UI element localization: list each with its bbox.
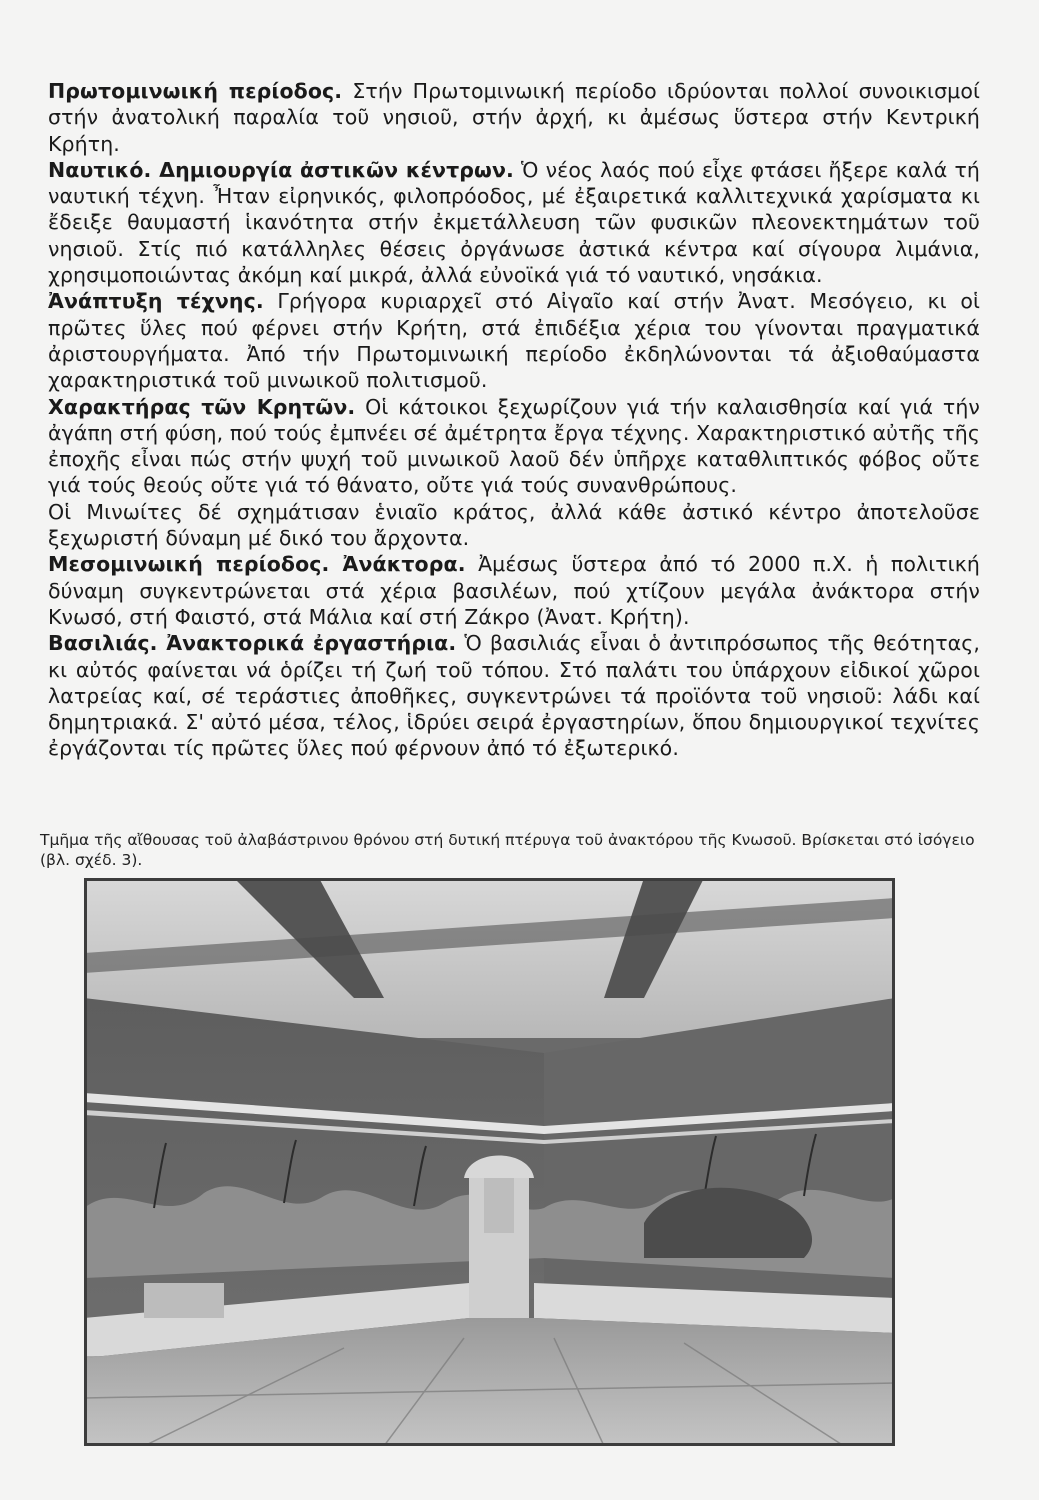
body-naval: Ὁ νέος λαός πού εἶχε φτάσει ἤξερε καλά τή ναυτική τέχνη. Ἦταν εἰρηνικός, φιλοπρόοδος, μέ ἐξαιρετικά καλλιτεχνικά χαρίσματα κι ἔδειξε θαυμαστή ἱκανότητα στήν ἐκμετάλλευση τῶν φυσικῶν πλεονεκτημάτων τοῦ νησιοῦ. Στίς πιό κατάλληλες θέσεις ὀργάνωσε ἀστικά κέντρα καί σίγουρα λιμάνια, χρησιμοποιώντας ἀκόμη καί μικρά, ἀλλά εὐνοϊκά γιά τό ναυτικό, νησάκια. <box>48 157 980 288</box>
paragraph-character <box>48 394 980 499</box>
photo-caption: Τμῆμα τῆς αἴθουσας τοῦ ἀλαβάστρινου θρόνου στή δυτική πτέρυγα τοῦ ἀνακτόρου τῆς Κνωσοῦ. Βρίσκεται στό ἰσόγειο (βλ. σχέδ. 3). <box>40 831 975 869</box>
heading-middle-minoan: Μεσομινωική περίοδος. Ἀνάκτορα. <box>48 552 466 577</box>
paragraph-art <box>48 288 980 393</box>
body-character: Οἱ κάτοικοι ξεχωρίζουν γιά τήν καλαισθησία καί γιά τήν ἀγάπη στή φύση, πού τούς ἐμπνέει σέ ἀμέτρητα ἔργα τέχνης. Χαρακτηριστικό αὐτῆς τῆς ἐποχῆς εἶναι πώς στήν ψυχή τοῦ μινωικοῦ λαοῦ δέν ὑπῆρχε καταθλιπτικός φόβος οὔτε γιά τούς θεούς οὔτε γιά τό θάνατο, οὔτε γιά τούς συνανθρώπους. <box>48 394 981 498</box>
body-minoans-state: Οἱ Μινωίτες δέ σχημάτισαν ἑνιαῖο κράτος, ἀλλά κάθε ἀστικό κέντρο ἀποτελοῦσε ξεχωριστή δύναμη μέ δικό του ἄρχοντα. <box>48 499 980 551</box>
throne-room-illustration <box>84 878 895 1446</box>
throne-room-photo <box>84 878 895 1446</box>
paragraph-naval <box>48 157 980 288</box>
heading-naval: Ναυτικό. Δημιουργία ἀστικῶν κέντρων. <box>48 157 514 182</box>
heading-king: Βασιλιάς. Ἀνακτορικά ἐργαστήρια. <box>48 631 457 656</box>
body-king: Ὁ βασιλιάς εἶναι ὁ ἀντιπρόσωπος τῆς θεότητας, κι αὐτός φαίνεται νά ὁρίζει τή ζωή τοῦ τόπου. Στό παλάτι του ὑπάρχουν εἰδικοί χῶροι λατρείας καί, σέ τεράστιες ἀποθῆκες, συγκεντρώνει τά προϊόντα τοῦ νησιοῦ: λάδι καί δημητριακά. Σ' αὐτό μέσα, τέλος, ἱδρύει σειρά ἐργαστηρίων, ὅπου δημιουργικοί τεχνίτες ἐργάζονται τίς πρῶτες ὕλες πού φέρνουν ἀπό τό ἐξωτερικό. <box>48 631 981 761</box>
main-text <box>48 78 980 762</box>
body-art: Γρήγορα κυριαρχεῖ στό Αἰγαῖο καί στήν Ἀνατ. Μεσόγειο, κι οἱ πρῶτες ὕλες πού φέρνει στήν Κρήτη, στά ἐπιδέξια χέρια του γίνονται πραγματικά ἀριστουργήματα. Ἀπό τήν Πρωτομινωική περίοδο ἐκδηλώνονται τά ἀξιοθαύμαστα χαρακτηριστικά τοῦ μινωικοῦ πολιτισμοῦ. <box>48 289 981 393</box>
paragraph-protominoan <box>48 78 980 157</box>
paragraph-minoans-state <box>48 499 980 552</box>
paragraph-middle-minoan <box>48 551 980 630</box>
heading-protominoan: Πρωτομινωική περίοδος. <box>48 79 343 103</box>
body-protominoan: Στήν Πρωτομινωική περίοδο ιδρύονται πολλοί συνοικισμοί στήν ἀνατολική παραλία τοῦ νησιοῦ, στήν ἀρχή, κι ἀμέσως ὕστερα στήν Κεντρική Κρήτη. <box>48 79 980 156</box>
paragraph-king <box>48 630 980 761</box>
body-middle-minoan: Ἀμέσως ὕστερα ἀπό τό 2000 π.Χ. ἡ πολιτική δύναμη συγκεντρώνεται στά χέρια βασιλέων, πού χτίζουν μεγάλα ἀνάκτορα στήν Κνωσό, στή Φαιστό, στά Μάλια καί στή Ζάκρο (Ἀνατ. Κρήτη). <box>48 552 980 629</box>
heading-character: Χαρακτήρας τῶν Κρητῶν. <box>48 394 356 419</box>
heading-art: Ἀνάπτυξη τέχνης. <box>48 289 264 314</box>
